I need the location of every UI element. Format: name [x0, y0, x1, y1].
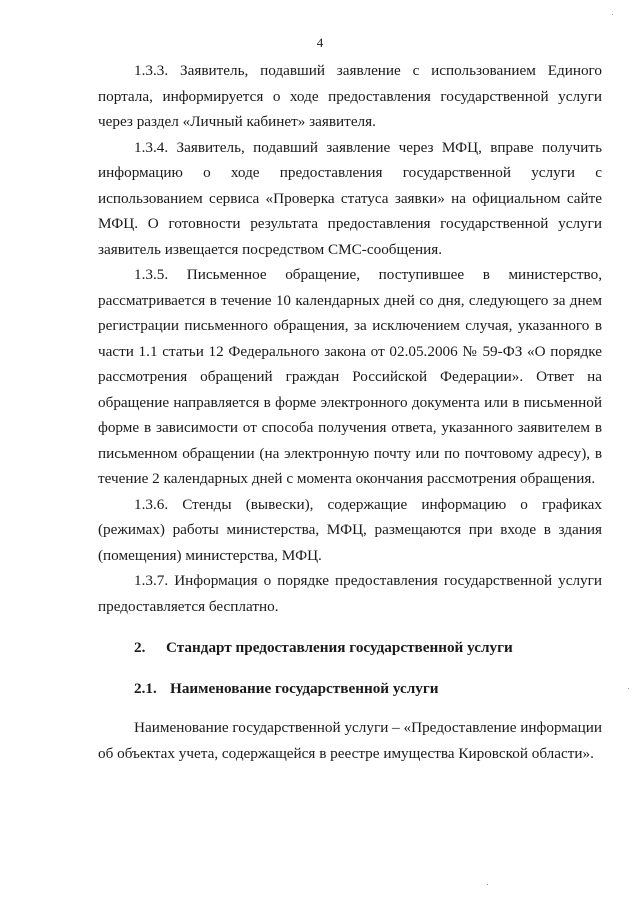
scan-speck	[628, 688, 629, 689]
section-number: 2.	[134, 639, 146, 656]
scan-speck	[612, 14, 613, 15]
subsection-number: 2.1.	[134, 679, 157, 697]
section-heading-2	[98, 635, 602, 661]
subsection-title: Наименование государственной услуги	[170, 679, 439, 697]
paragraph-1-3-4: 1.3.4. Заявитель, подавший заявление через МФЦ, вправе получить информацию о ходе предоставления государственной услуги с использованием сервиса «Проверка статуса заявки» на официальном сайте МФЦ. О готовности результата предоставления государственной услуги заявитель извещается посредством СМС-сообщения.	[98, 138, 602, 258]
paragraph-1-3-6: 1.3.6. Стенды (вывески), содержащие информацию о графиках (режимах) работы министерства, МФЦ, размещаются при входе в здания (помещения) министерства, МФЦ.	[98, 495, 602, 564]
page-number: 4	[316, 35, 324, 50]
paragraph-1-3-5: 1.3.5. Письменное обращение, поступившее в министерство, рассматривается в течение 10 календарных дней со дня, следующего за днем регистрации письменного обращения, за исключением случая, указанного в части 1.1 статьи 12 Федерального закона от 02.05.2006 № 59-ФЗ «О порядке рассмотрения обращений граждан Российской Федерации». Ответ на обращение направляется в форме электронного документа или в письменной форме в зависимости от способа получения ответа, указанного заявителем в письменном обращении (на электронную почту или по почтовому адресу), в течение 2 календарных дней с момента окончания рассмотрения обращения.	[98, 266, 602, 487]
document-body	[98, 58, 602, 766]
scan-speck	[487, 884, 488, 885]
paragraph-1-3-3: 1.3.3. Заявитель, подавший заявление с использованием Единого портала, информируется о ходе предоставления государственной услуги через раздел «Личный кабинет» заявителя.	[98, 62, 602, 130]
paragraph-2-1: Наименование государственной услуги – «Предоставление информации об объектах учета, содержащейся в реестре имущества Кировской области».	[98, 719, 602, 762]
paragraph-1-3-7: 1.3.7. Информация о порядке предоставления государственной услуги предоставляется бесплатно.	[98, 572, 602, 615]
section-title: Стандарт предоставления государственной услуги	[166, 639, 513, 656]
subsection-heading-2-1	[98, 676, 602, 702]
